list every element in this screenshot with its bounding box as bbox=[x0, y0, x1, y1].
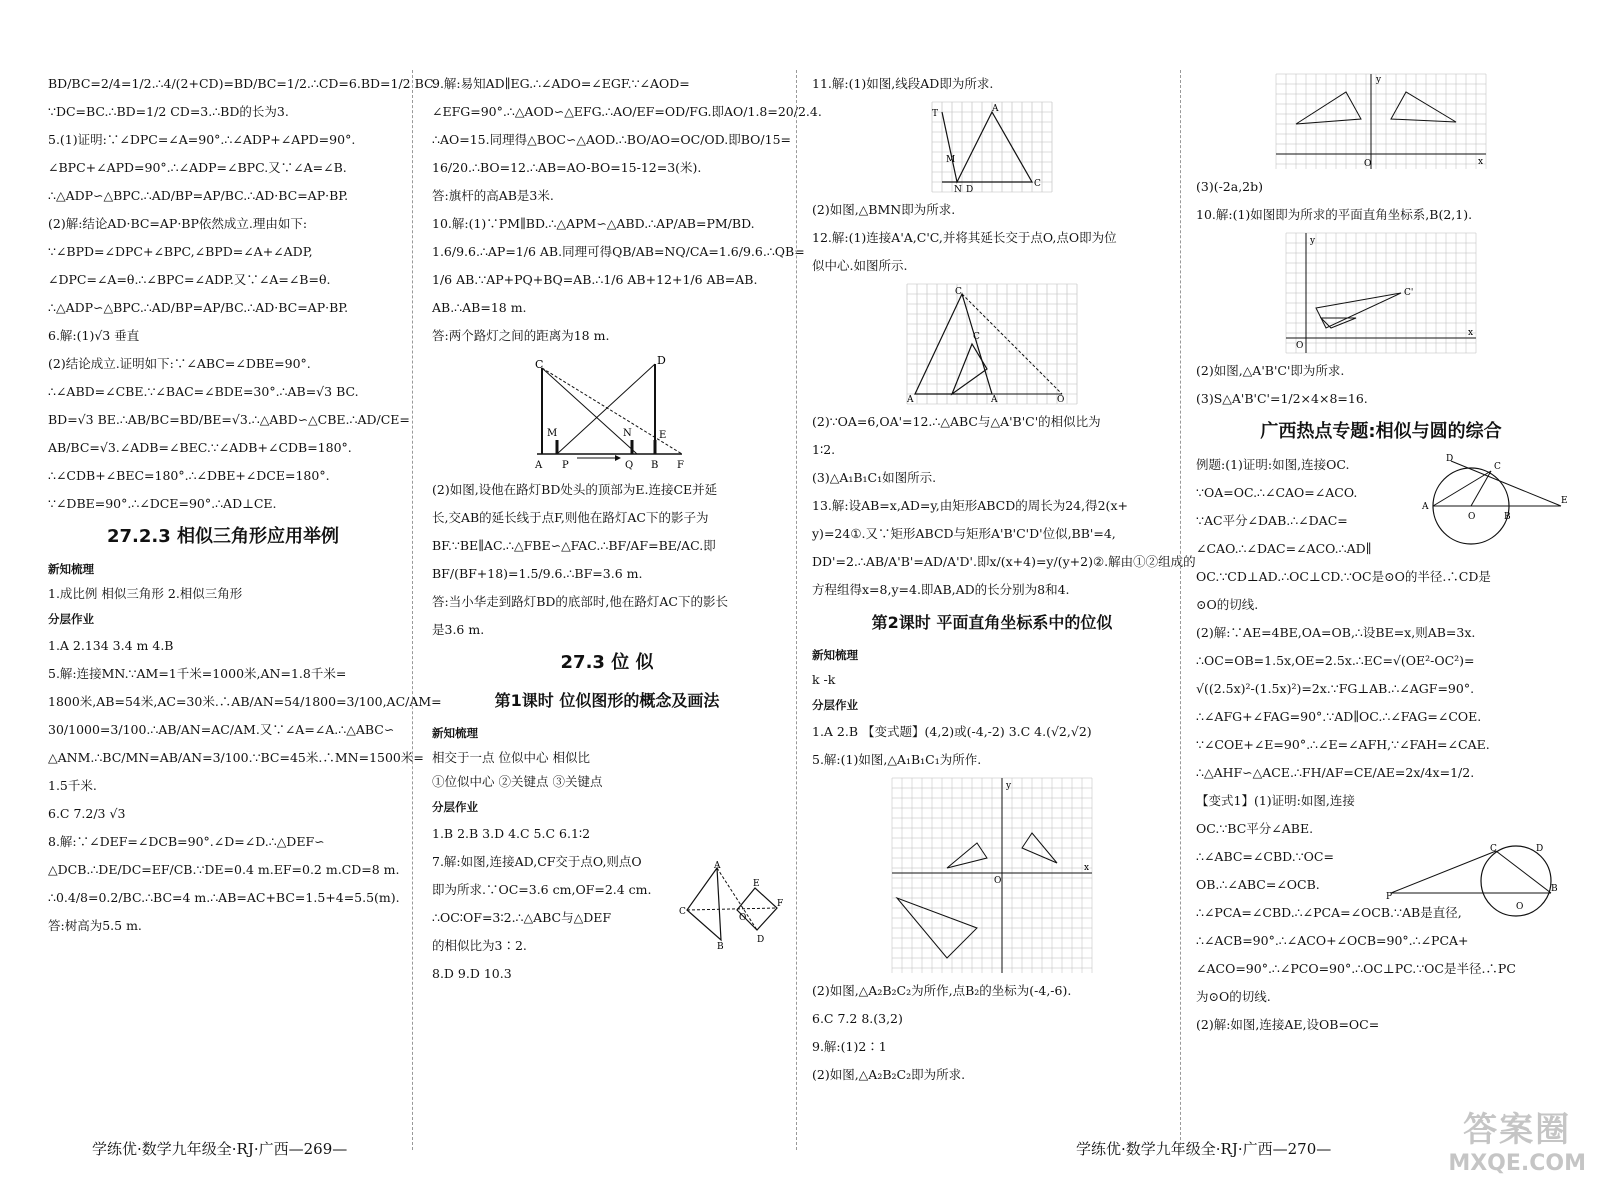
svg-text:A: A bbox=[907, 395, 914, 405]
text-line: (2)解:∵AE=4BE,OA=OB,∴设BE=x,则AB=3x. bbox=[1196, 625, 1476, 640]
column-3 bbox=[812, 70, 1196, 1150]
homework-block-2 bbox=[432, 820, 782, 988]
xinzhi-heading-3: 新知梳理 bbox=[812, 648, 858, 662]
text-line: 5.解:连接MN.∵AM=1千米=1000米,AN=1.8千米= bbox=[48, 666, 347, 681]
text-line: (2)如图,△A₂B₂C₂为所作,点B₂的坐标为(-4,-6). bbox=[812, 983, 1072, 998]
text-line: 1800米,AB=54米,AC=30米.∴AB/AN=54/1800=3/100,AC/AM= bbox=[48, 694, 442, 709]
svg-text:C: C bbox=[1490, 844, 1497, 854]
text-line: √((2.5x)²-(1.5x)²)=2x.∵FG⊥AB.∴∠AGF=90°. bbox=[1196, 681, 1475, 696]
text-line: 1.6/9.6.∴AP=1/6 AB.同理可得QB/AB=NQ/CA=1.6/9.6.∴QB= bbox=[432, 244, 805, 259]
text-line: 的相似比为3∶2. bbox=[432, 938, 527, 953]
text-line: (2)∵OA=6,OA'=12.∴△ABC与△A'B'C'的相似比为 bbox=[812, 414, 1101, 429]
streetlight-figure bbox=[517, 354, 697, 472]
column-2-part2 bbox=[432, 476, 782, 644]
svg-text:B: B bbox=[1504, 512, 1511, 522]
svg-text:D: D bbox=[757, 935, 765, 945]
svg-text:O: O bbox=[1296, 341, 1304, 351]
circle-figure-variant bbox=[1386, 843, 1566, 923]
text-line: (2)如图,△A'B'C'即为所求. bbox=[1196, 363, 1345, 378]
text-line: AB.∴AB=18 m. bbox=[432, 300, 527, 315]
text-line: (3)S△A'B'C'=1/2×4×8=16. bbox=[1196, 391, 1368, 406]
xinzhi-heading: 新知梳理 bbox=[48, 562, 94, 576]
text-line: ∵∠COE+∠E=90°.∴∠E=∠AFH,∵∠FAH=∠CAE. bbox=[1196, 737, 1490, 752]
watermark-url: MXQE.COM bbox=[1448, 1151, 1586, 1176]
text-line: 例题:(1)证明:如图,连接OC. bbox=[1196, 457, 1350, 472]
text-line: △DCB.∴DE/DC=EF/CB.∵DE=0.4 m.EF=0.2 m.CD=8 m. bbox=[48, 862, 400, 877]
text-line: 答:当小华走到路灯BD的底部时,他在路灯AC下的影长 bbox=[432, 594, 728, 609]
homothety-figure bbox=[677, 860, 782, 950]
text-line: 10.解:(1)∵PM∥BD.∴△APM∽△ABD.∴AP/AB=PM/BD. bbox=[432, 216, 755, 231]
text-line: ∴∠AFG+∠FAG=90°.∵AD∥OC.∴∠FAG=∠COE. bbox=[1196, 709, 1482, 724]
svg-text:A: A bbox=[1422, 502, 1429, 512]
svg-text:D: D bbox=[1536, 844, 1544, 854]
xinzhi-answer: 1.成比例 相似三角形 2.相似三角形 bbox=[48, 586, 243, 601]
example-block bbox=[1196, 451, 1566, 1039]
text-line: ∵∠DBE=90°.∴∠DCE=90°.∴AD⊥CE. bbox=[48, 496, 277, 511]
svg-text:T: T bbox=[932, 109, 939, 119]
text-line: 6.C 7.2 8.(3,2) bbox=[812, 1011, 903, 1026]
text-line: 1/6 AB.∵AP+PQ+BQ=AB.∴1/6 AB+12+1/6 AB=AB. bbox=[432, 272, 758, 287]
fenceng-heading-2: 分层作业 bbox=[432, 800, 478, 814]
svg-text:O: O bbox=[1468, 512, 1476, 522]
column-4-answers bbox=[1196, 173, 1566, 229]
text-line: ①位似中心 ②关键点 ③关键点 bbox=[432, 774, 603, 789]
text-line: ∠CAO.∴∠DAC=∠ACO.∴AD∥ bbox=[1196, 541, 1372, 556]
svg-text:B: B bbox=[651, 460, 659, 471]
text-line: 是3.6 m. bbox=[432, 622, 485, 637]
text-line: 似中心.如图所示. bbox=[812, 258, 908, 273]
text-line: 相交于一点 位似中心 相似比 bbox=[432, 750, 590, 765]
svg-text:O: O bbox=[1057, 395, 1065, 405]
column-4 bbox=[1196, 70, 1566, 1150]
svg-text:A: A bbox=[992, 104, 999, 114]
circle-figure-example bbox=[1416, 451, 1566, 546]
text-line: ∴OC∶OF=3∶2.∴△ABC与△DEF bbox=[432, 910, 612, 925]
svg-text:A: A bbox=[535, 460, 543, 471]
text-line: ∴AO=15.同理得△BOC∽△AOD.∴BO/AO=OC/OD.即BO/15= bbox=[432, 132, 791, 147]
page-footer-left: 学练优·数学九年级全·RJ·广西—269— bbox=[92, 1140, 348, 1158]
xinzhi-answer-3: k -k bbox=[812, 672, 836, 687]
svg-text:y: y bbox=[1310, 236, 1316, 246]
text-line: 12.解:(1)连接A'A,C'C,并将其延长交于点O,点O即为位 bbox=[812, 230, 1117, 245]
column-divider bbox=[796, 70, 797, 1150]
text-line: 1.A 2.134 3.4 m 4.B bbox=[48, 638, 174, 653]
text-line: 30/1000=3/100.∴AB/AN=AC/AM.又∵∠A=∠A.∴△ABC∽ bbox=[48, 722, 395, 737]
text-line: 1.B 2.B 3.D 4.C 5.C 6.1∶2 bbox=[432, 826, 591, 841]
text-line: 1∶2. bbox=[812, 442, 836, 457]
svg-text:C: C bbox=[955, 287, 962, 297]
column-3-part5 bbox=[812, 977, 1172, 1089]
text-line: BF/(BF+18)=1.5/9.6.∴BF=3.6 m. bbox=[432, 566, 643, 581]
svg-text:M: M bbox=[547, 428, 558, 439]
svg-text:A: A bbox=[991, 395, 998, 405]
text-line: 为⊙O的切线. bbox=[1196, 989, 1271, 1004]
page-footer-right: 学练优·数学九年级全·RJ·广西—270— bbox=[1076, 1140, 1332, 1158]
svg-text:C: C bbox=[1034, 179, 1041, 189]
section-title-27-3: 27.3 位 似 bbox=[560, 652, 654, 673]
svg-text:y: y bbox=[1006, 781, 1012, 791]
svg-text:D: D bbox=[966, 185, 974, 195]
watermark-text: 答案圈 bbox=[1463, 1110, 1572, 1150]
svg-text:M: M bbox=[946, 155, 956, 165]
column-2-solutions bbox=[432, 70, 822, 350]
text-line: OB.∴∠ABC=∠OCB. bbox=[1196, 877, 1320, 892]
text-line: 16/20.∴BO=12.∴AB=AO-BO=15-12=3(米). bbox=[432, 160, 702, 175]
svg-text:N: N bbox=[954, 185, 962, 195]
text-line: ∴OC=OB=1.5x,OE=2.5x.∴EC=√(OE²-OC²)= bbox=[1196, 653, 1475, 668]
text-line: 11.解:(1)如图,线段AD即为所求. bbox=[812, 76, 994, 91]
text-line: BD=√3 BE.∴AB/BC=BD/BE=√3.∴△ABD∽△CBE.∴AD/CE= bbox=[48, 412, 410, 427]
column-3-homework bbox=[812, 718, 1172, 774]
svg-text:Q: Q bbox=[625, 460, 634, 471]
text-line: 答:树高为5.5 m. bbox=[48, 918, 142, 933]
xinzhi-answers-2 bbox=[432, 746, 782, 794]
text-line: ∵∠BPD=∠DPC+∠BPC,∠BPD=∠A+∠ADP, bbox=[48, 244, 313, 259]
text-line: (3)(-2a,2b) bbox=[1196, 179, 1264, 194]
svg-text:O: O bbox=[994, 876, 1002, 886]
text-line: 【变式1】(1)证明:如图,连接 bbox=[1196, 793, 1355, 808]
svg-text:O: O bbox=[1364, 159, 1372, 169]
column-2 bbox=[432, 70, 822, 1150]
text-line: ∴△ADP∽△BPC.∴AD/BP=AP/BC.∴AD·BC=AP·BP. bbox=[48, 300, 349, 315]
text-line: 1.5千米. bbox=[48, 778, 97, 793]
section-title-guangxi: 广西热点专题:相似与圆的综合 bbox=[1260, 421, 1502, 442]
column-4-part2 bbox=[1196, 357, 1566, 413]
text-line: ∴∠ACB=90°.∴∠ACO+∠OCB=90°.∴∠PCA+ bbox=[1196, 933, 1469, 948]
text-line: BF.∵BE∥AC.∴△FBE∽△FAC.∴BF/AF=BE/AC.即 bbox=[432, 538, 716, 553]
text-line: ∴△AHF∽△ACE.∴FH/AF=CE/AE=2x/4x=1/2. bbox=[1196, 765, 1475, 780]
svg-text:C: C bbox=[1494, 462, 1501, 472]
svg-text:N: N bbox=[623, 428, 632, 439]
text-line: 1.A 2.B 【变式题】(4,2)或(-4,-2) 3.C 4.(√2,√2) bbox=[812, 724, 1092, 739]
text-line: 答:旗杆的高AB是3米. bbox=[432, 188, 554, 203]
section-title-27-2-3: 27.2.3 相似三角形应用举例 bbox=[106, 526, 340, 547]
fenceng-heading: 分层作业 bbox=[48, 612, 94, 626]
svg-text:E: E bbox=[659, 430, 667, 441]
text-line: ∵AC平分∠DAB.∴∠DAC= bbox=[1196, 513, 1348, 528]
text-line: ∵DC=BC.∴BD=1/2 CD=3.∴BD的长为3. bbox=[48, 104, 289, 119]
svg-text:x: x bbox=[1084, 863, 1090, 873]
text-line: (2)如图,设他在路灯BD处头的顶部为E.连接CE并延 bbox=[432, 482, 718, 497]
text-line: DD'=2.∴AB/A'B'=AD/A'D'.即x/(x+4)=y/(y+2)②.解由①②组成的 bbox=[812, 554, 1196, 569]
text-line: 13.解:设AB=x,AD=y,由矩形ABCD的周长为24,得2(x+ bbox=[812, 498, 1128, 513]
text-line: 8.D 9.D 10.3 bbox=[432, 966, 512, 981]
xinzhi-heading-2: 新知梳理 bbox=[432, 726, 478, 740]
text-line: △ANM.∴BC/MN=AB/AN=3/100.∵BC=45米.∴MN=1500米= bbox=[48, 750, 424, 765]
text-line: OC.∵CD⊥AD.∴OC⊥CD.∵OC是⊙O的半径.∴CD是 bbox=[1196, 569, 1491, 584]
svg-text:P: P bbox=[562, 460, 569, 471]
text-line: 8.解:∵∠DEF=∠DCB=90°.∠D=∠D.∴△DEF∽ bbox=[48, 834, 325, 849]
grid-figure-11 bbox=[932, 102, 1052, 195]
grid-figure-12 bbox=[907, 284, 1077, 404]
column-1-homework bbox=[48, 632, 442, 940]
column-3-part2 bbox=[812, 196, 1172, 280]
text-line: ∠DPC=∠A=θ.∴∠BPC=∠ADP.又∵∠A=∠B=θ. bbox=[48, 272, 331, 287]
svg-text:B: B bbox=[1551, 884, 1558, 894]
coordinate-figure-5 bbox=[892, 778, 1092, 973]
svg-text:x: x bbox=[1468, 328, 1474, 338]
svg-text:D: D bbox=[657, 354, 666, 367]
svg-text:C: C bbox=[679, 907, 686, 917]
svg-text:D: D bbox=[1446, 454, 1454, 464]
text-line: 答:两个路灯之间的距离为18 m. bbox=[432, 328, 610, 343]
text-line: (3)△A₁B₁C₁如图所示. bbox=[812, 470, 937, 485]
column-1-solutions bbox=[48, 70, 438, 518]
lesson-title-1: 第1课时 位似图形的概念及画法 bbox=[494, 691, 720, 710]
text-line: ∴△ADP∽△BPC.∴AD/BP=AP/BC.∴AD·BC=AP·BP. bbox=[48, 188, 349, 203]
text-line: 5.解:(1)如图,△A₁B₁C₁为所作. bbox=[812, 752, 982, 767]
text-line: 9.解:易知AD∥EG.∴∠ADO=∠EGF.∵∠AOD= bbox=[432, 76, 690, 91]
text-line: (2)解:结论AD·BC=AP·BP依然成立.理由如下: bbox=[48, 216, 308, 231]
coordinate-figure-9 bbox=[1276, 74, 1486, 169]
text-line: ∴∠CDB+∠BEC=180°.∴∠DBE+∠DCE=180°. bbox=[48, 468, 330, 483]
text-line: ∠EFG=90°.∴△AOD∽△EFG.∴AO/EF=OD/FG.即AO/1.8=20/2.4. bbox=[432, 104, 822, 119]
text-line: 7.解:如图,连接AD,CF交于点O,则点O bbox=[432, 854, 642, 869]
text-line: 9.解:(1)2∶1 bbox=[812, 1039, 887, 1054]
svg-text:C': C' bbox=[1404, 288, 1414, 298]
svg-text:y: y bbox=[1376, 75, 1382, 85]
text-line: ∴∠ABD=∠CBE.∵∠BAC=∠BDE=30°.∴AB=√3 BC. bbox=[48, 384, 359, 399]
watermark-logo bbox=[1448, 1102, 1586, 1176]
text-line: y)=24①.又∵矩形ABCD与矩形A'B'C'D'位似,BB'=4, bbox=[812, 526, 1116, 541]
text-line: (2)解:如图,连接AE,设OB=OC= bbox=[1196, 1017, 1380, 1032]
fenceng-heading-3: 分层作业 bbox=[812, 698, 858, 712]
svg-text:C: C bbox=[535, 358, 544, 371]
text-line: ∠BPC+∠APD=90°.∴∠ADP=∠BPC.又∵∠A=∠B. bbox=[48, 160, 347, 175]
text-line: 6.C 7.2/3 √3 bbox=[48, 806, 126, 821]
svg-text:F: F bbox=[677, 460, 684, 471]
text-line: OC.∵BC平分∠ABE. bbox=[1196, 821, 1314, 836]
column-divider bbox=[412, 70, 413, 1150]
text-line: 长,交AB的延长线于点F,则他在路灯AC下的影子为 bbox=[432, 510, 709, 525]
svg-text:F: F bbox=[777, 899, 784, 909]
text-line: 10.解:(1)如图即为所求的平面直角坐标系,B(2,1). bbox=[1196, 207, 1473, 222]
svg-text:x: x bbox=[1478, 157, 1484, 167]
svg-text:B: B bbox=[717, 942, 724, 952]
svg-text:E: E bbox=[753, 879, 760, 889]
svg-text:O: O bbox=[1516, 902, 1524, 912]
lesson-title-2: 第2课时 平面直角坐标系中的位似 bbox=[871, 613, 1113, 632]
text-line: ∴∠ABC=∠CBD.∵OC= bbox=[1196, 849, 1334, 864]
svg-text:E: E bbox=[1561, 496, 1568, 506]
text-line: 即为所求.∵OC=3.6 cm,OF=2.4 cm. bbox=[432, 882, 652, 897]
svg-text:A: A bbox=[714, 861, 721, 871]
column-3-part3 bbox=[812, 408, 1196, 604]
svg-text:P: P bbox=[1386, 892, 1393, 902]
svg-text:O: O bbox=[739, 913, 747, 923]
text-line: (2)如图,△A₂B₂C₂即为所求. bbox=[812, 1067, 966, 1082]
text-line: ⊙O的切线. bbox=[1196, 597, 1259, 612]
text-line: (2)结论成立.证明如下:∵∠ABC=∠DBE=90°. bbox=[48, 356, 311, 371]
text-line: 方程组得x=8,y=4.即AB,AD的长分别为8和4. bbox=[812, 582, 1070, 597]
text-line: ∵OA=OC.∴∠CAO=∠ACO. bbox=[1196, 485, 1358, 500]
text-line: BD/BC=2/4=1/2.∴4/(2+CD)=BD/BC=1/2.∴CD=6.BD=1/2 BC. bbox=[48, 76, 438, 91]
column-3-solutions bbox=[812, 70, 1172, 98]
text-line: 6.解:(1)√3 垂直 bbox=[48, 328, 140, 343]
text-line: ∴∠PCA=∠CBD.∴∠PCA=∠OCB.∵AB是直径, bbox=[1196, 905, 1462, 920]
text-line: (2)如图,△BMN即为所求. bbox=[812, 202, 956, 217]
text-line: ∠ACO=90°.∴∠PCO=90°.∴OC⊥PC.∵OC是半径.∴PC bbox=[1196, 961, 1516, 976]
text-line: 5.(1)证明:∵∠DPC=∠A=90°.∴∠ADP+∠APD=90°. bbox=[48, 132, 356, 147]
column-divider bbox=[1180, 70, 1181, 1150]
column-1 bbox=[48, 70, 442, 1150]
column-2-homework bbox=[432, 820, 687, 988]
text-line: AB/BC=√3.∠ADB=∠BEC.∵∠ADB+∠CDB=180°. bbox=[48, 440, 352, 455]
text-line: ∴0.4/8=0.2/BC.∴BC=4 m.∴AB=AC+BC=1.5+4=5.5(m). bbox=[48, 890, 400, 905]
coordinate-figure-10 bbox=[1286, 233, 1476, 353]
svg-text:C: C bbox=[973, 332, 980, 342]
